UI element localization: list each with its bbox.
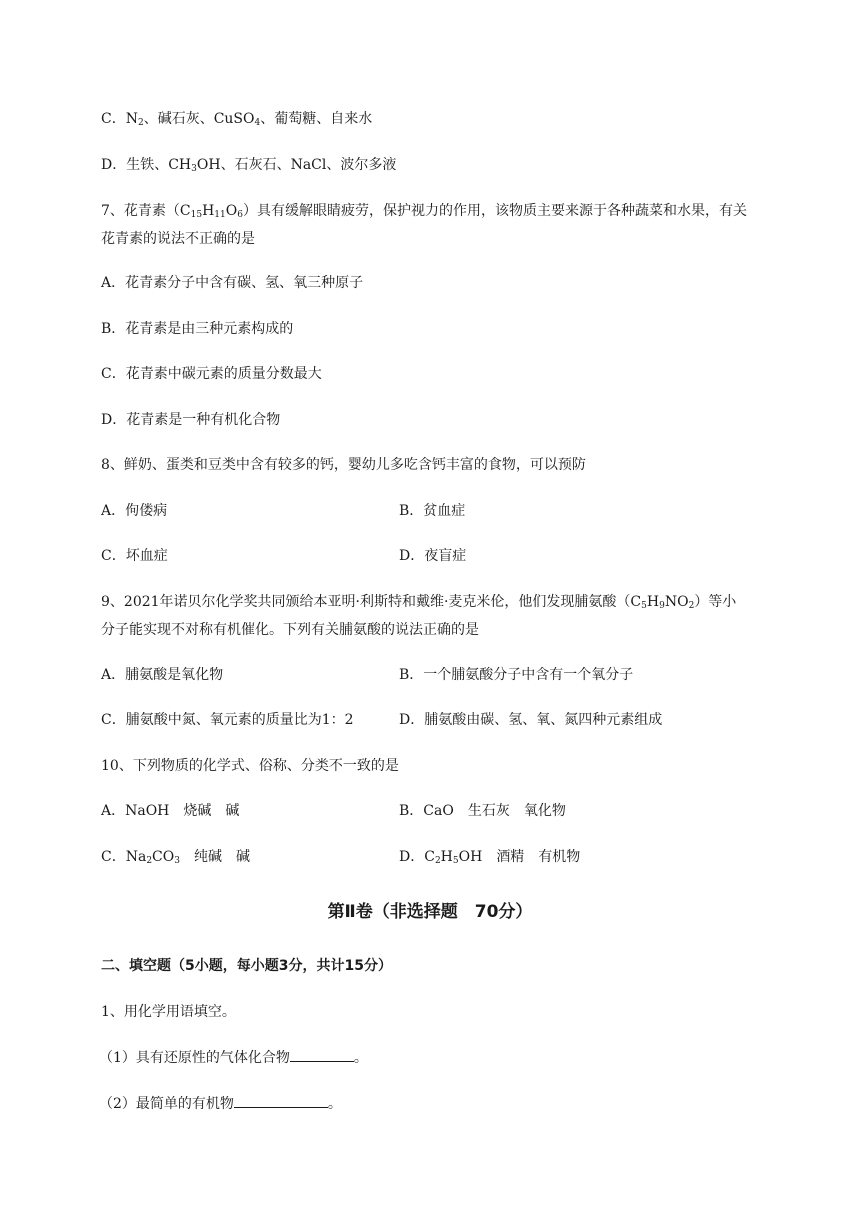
q8-option-b: B．贫血症 [399,503,466,519]
section2-heading: 二、填空题（5小题，每小题3分，共计15分） [101,958,392,974]
q8-option-c: C．坏血症 [101,548,168,564]
fill1-stem: 1、用化学用语填空。 [101,1004,236,1020]
answer-blank[interactable] [234,1092,328,1108]
q8-option-a: A．佝偻病 [101,503,168,519]
q9-option-a: A．脯氨酸是氧化物 [101,667,224,683]
q8-stem: 8、鲜奶、蛋类和豆类中含有较多的钙，婴幼儿多吃含钙丰富的食物，可以预防 [101,457,586,473]
q9-stem-line2: 分子能实现不对称有机催化。下列有关脯氨酸的说法正确的是 [101,622,479,638]
q7-stem-line2: 花青素的说法不正确的是 [101,231,255,247]
fill1-part1: （1）具有还原性的气体化合物 。 [99,1046,368,1069]
q7-option-b: B．花青素是由三种元素构成的 [101,321,294,337]
q9-option-d: D．脯氨酸由碳、氢、氧、氮四种元素组成 [399,712,663,728]
q10-stem: 10、下列物质的化学式、俗称、分类不一致的是 [101,758,399,774]
q10-option-a: A．NaOH 烧碱 碱 [101,803,240,819]
q7-option-a: A．花青素分子中含有碳、氢、氧三种原子 [101,275,364,291]
fill1-part2: （2）最简单的有机物 。 [99,1092,342,1115]
q9-stem-line1: 9、2021年诺贝尔化学奖共同颁给本亚明·利斯特和戴维·麦克米伦，他们发现脯氨酸$(C_5H_9NO_2)$等小 [101,594,737,611]
q6-option-c: C．$N_2$、碱石灰、CuSO$_4$、葡萄糖、自来水 [101,111,373,128]
q7-option-d: D．花青素是一种有机化合物 [101,412,281,428]
q7-option-c: C．花青素中碳元素的质量分数最大 [101,366,322,382]
q10-option-c: C．$Na_2CO_3$ 纯碱 碱 [101,849,250,866]
q7-stem-line1: 7、花青素$(C_{15}H_{11}O_6)$具有缓解眼睛疲劳，保护视力的作用，该物质主要来源于各种蔬菜和水果，有关 [101,203,747,220]
q9-option-b: B．一个脯氨酸分子中含有一个氧分子 [399,667,634,683]
q6-option-d: D．生铁、$CH_3OH$、石灰石、NaCl、波尔多液 [101,157,397,174]
q9-option-c: C．脯氨酸中氮、氧元素的质量比为1：2 [101,712,354,728]
part2-title: 第Ⅱ卷（非选择题 70分） [327,902,533,922]
q10-option-b: B．CaO 生石灰 氧化物 [399,803,566,819]
q10-option-d: D．$C_2H_5OH$ 酒精 有机物 [399,849,581,866]
answer-blank[interactable] [290,1046,354,1062]
q8-option-d: D．夜盲症 [399,548,467,564]
